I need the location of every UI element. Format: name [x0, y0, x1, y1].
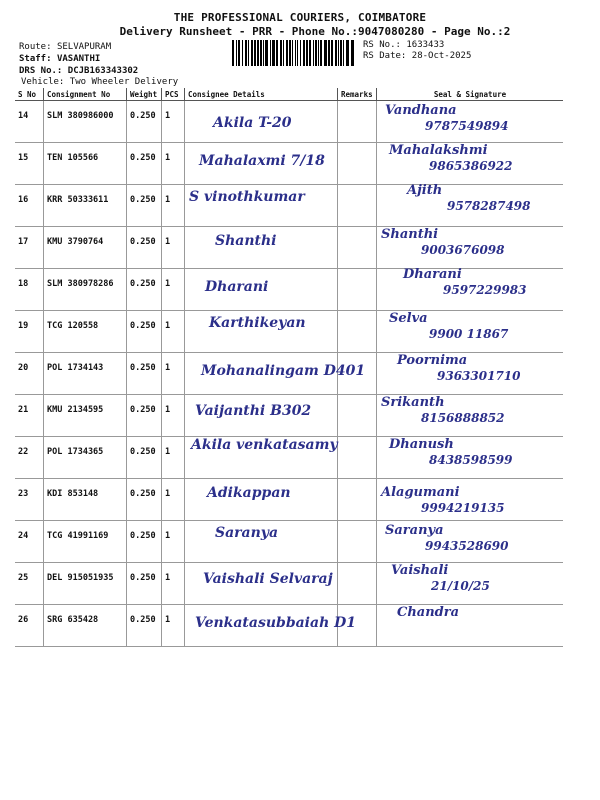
consignee-handwriting: Venkatasubbaiah D1: [195, 615, 357, 631]
cell-signature: [377, 395, 564, 437]
cell-signature: [377, 437, 564, 479]
phone-handwriting: 9363301710: [437, 369, 521, 383]
barcode-bar: [263, 40, 264, 66]
col-seal-signature: Seal & Signature: [377, 88, 564, 101]
signature-handwriting: Poornima: [397, 353, 468, 368]
cell-signature: [377, 521, 564, 563]
cell-consignee: [185, 185, 338, 227]
cell-weight: 0.250: [127, 143, 162, 185]
barcode-bar: [320, 40, 322, 66]
cell-pcs: 1: [162, 227, 185, 269]
staff-value: VASANTHI: [56, 54, 101, 64]
col-remarks: Remarks: [338, 88, 377, 101]
cell-weight: 0.250: [127, 395, 162, 437]
cell-consignment-no: KMU 3790764: [44, 227, 127, 269]
signature-handwriting: Srikanth: [381, 395, 445, 410]
barcode-bar: [286, 40, 288, 66]
company-title: THE PROFESSIONAL COURIERS, COIMBATORE: [173, 11, 427, 24]
barcode-bar: [300, 40, 301, 66]
table-row: [15, 437, 563, 479]
signature-handwriting: Saranya: [385, 523, 444, 538]
col-sno: S No: [15, 88, 44, 101]
cell-consignment-no: TCG 41991169: [44, 521, 127, 563]
barcode-bar: [309, 40, 311, 66]
staff-line: Staff: VASANTHI: [19, 54, 101, 64]
cell-signature: [377, 185, 564, 227]
cell-sno: 20: [15, 353, 44, 395]
barcode-bar: [257, 40, 259, 66]
vehicle-value: Two Wheeler Delivery: [69, 77, 179, 87]
barcode-bar: [270, 40, 271, 66]
consignee-handwriting: Akila T-20: [213, 115, 292, 131]
phone-handwriting: 9787549894: [425, 119, 509, 133]
barcode-bar: [248, 40, 249, 66]
rs-date: 28-Oct-2025: [411, 51, 472, 61]
cell-consignment-no: TCG 120558: [44, 311, 127, 353]
cell-pcs: 1: [162, 143, 185, 185]
cell-sno: 15: [15, 143, 44, 185]
phone-handwriting: 9578287498: [447, 199, 531, 213]
cell-remarks: [338, 101, 377, 143]
cell-signature: [377, 479, 564, 521]
cell-remarks: [338, 269, 377, 311]
table-row: [15, 311, 563, 353]
barcode-bar: [328, 40, 330, 66]
barcode-bar: [245, 40, 247, 66]
route-value: SELVAPURAM: [56, 42, 112, 52]
cell-remarks: [338, 521, 377, 563]
cell-sno: 23: [15, 479, 44, 521]
cell-weight: 0.250: [127, 479, 162, 521]
phone-handwriting: 21/10/25: [431, 579, 490, 593]
cell-weight: 0.250: [127, 437, 162, 479]
cell-consignment-no: TEN 105566: [44, 143, 127, 185]
table-row: [15, 563, 563, 605]
cell-signature: [377, 353, 564, 395]
cell-sno: 25: [15, 563, 44, 605]
cell-pcs: 1: [162, 311, 185, 353]
cell-consignee: [185, 479, 338, 521]
consignee-handwriting: Vaishali Selvaraj: [203, 571, 333, 587]
barcode-bar: [338, 40, 339, 66]
rs-date-line: RS Date: 28-Oct-2025: [363, 51, 472, 61]
barcode-bar: [292, 40, 293, 66]
cell-consignment-no: SRG 635428: [44, 605, 127, 647]
phone-handwriting: 9597229983: [443, 283, 527, 297]
col-consignee: Consignee Details: [185, 88, 338, 101]
table-row: [15, 227, 563, 269]
cell-consignee: [185, 101, 338, 143]
phone-handwriting: 9943528690: [425, 539, 509, 553]
cell-pcs: 1: [162, 605, 185, 647]
cell-consignee: [185, 605, 357, 647]
consignee-handwriting: Vaijanthi B302: [195, 403, 312, 419]
cell-sno: 17: [15, 227, 44, 269]
cell-weight: 0.250: [127, 353, 162, 395]
barcode-bar: [351, 40, 354, 66]
barcode-bar: [265, 40, 268, 66]
cell-pcs: 1: [162, 395, 185, 437]
cell-pcs: 1: [162, 479, 185, 521]
barcode-bar: [315, 40, 317, 66]
barcode-bar: [276, 40, 278, 66]
phone-handwriting: 9003676098: [421, 243, 505, 257]
cell-consignment-no: KDI 853148: [44, 479, 127, 521]
signature-handwriting: Vandhana: [385, 103, 457, 118]
cell-sno: 18: [15, 269, 44, 311]
cell-consignee: [185, 353, 366, 395]
barcode-bar: [306, 40, 308, 66]
signature-handwriting: Dhanush: [389, 437, 454, 452]
barcode-bar: [295, 40, 296, 66]
cell-remarks: [338, 479, 377, 521]
runsheet-subtitle: Delivery Runsheet - PRR - Phone No.:9047080280 - Page No.:2: [119, 25, 511, 38]
cell-consignment-no: SLM 380986000: [44, 101, 127, 143]
signature-handwriting: Vaishali: [391, 563, 449, 578]
barcode-bar: [346, 40, 349, 66]
cell-consignee: [185, 143, 338, 185]
cell-signature: [377, 227, 564, 269]
cell-weight: 0.250: [127, 521, 162, 563]
rs-number-line: RS No.: 1633433: [363, 40, 445, 50]
cell-remarks: [338, 185, 377, 227]
barcode-bar: [272, 40, 275, 66]
cell-consignee: [185, 395, 338, 437]
cell-consignment-no: DEL 915051935: [44, 563, 127, 605]
barcode-bar: [280, 40, 282, 66]
consignee-handwriting: Shanthi: [215, 233, 277, 249]
col-weight: Weight: [127, 88, 162, 101]
table-row: [15, 521, 563, 563]
drs-value: DCJB163343302: [67, 66, 139, 76]
cell-sno: 26: [15, 605, 44, 647]
cell-consignee: [185, 311, 338, 353]
barcode-bar: [242, 40, 243, 66]
signature-handwriting: Shanthi: [381, 227, 439, 242]
signature-handwriting: Chandra: [397, 605, 460, 620]
col-pcs: PCS: [162, 88, 185, 101]
barcode-bar: [335, 40, 337, 66]
table-row: [15, 395, 563, 437]
cell-weight: 0.250: [127, 311, 162, 353]
barcode-bar: [297, 40, 298, 66]
phone-handwriting: 8438598599: [429, 453, 513, 467]
cell-signature: [377, 605, 564, 647]
barcode-bar: [303, 40, 305, 66]
cell-remarks: [338, 227, 377, 269]
drs-line: DRS No.: DCJB163343302: [19, 66, 139, 76]
table-row: [15, 479, 563, 521]
cell-pcs: 1: [162, 269, 185, 311]
signature-handwriting: Dharani: [403, 267, 462, 282]
signature-handwriting: Ajith: [407, 183, 443, 198]
col-consignment: Consignment No: [44, 88, 127, 101]
cell-consignee: [185, 521, 338, 563]
signature-handwriting: Selva: [389, 311, 428, 326]
cell-remarks: [338, 563, 377, 605]
cell-sno: 21: [15, 395, 44, 437]
barcode-bar: [236, 40, 237, 66]
consignee-handwriting: Karthikeyan: [209, 315, 306, 331]
table-row: [15, 605, 563, 647]
cell-pcs: 1: [162, 563, 185, 605]
cell-sno: 14: [15, 101, 44, 143]
cell-consignment-no: POL 1734143: [44, 353, 127, 395]
cell-consignment-no: KRR 50333611: [44, 185, 127, 227]
cell-pcs: 1: [162, 185, 185, 227]
cell-weight: 0.250: [127, 563, 162, 605]
barcode-bar: [313, 40, 314, 66]
consignee-handwriting: S vinothkumar: [189, 189, 305, 205]
table-row: [15, 101, 563, 143]
cell-sno: 19: [15, 311, 44, 353]
cell-consignee: [185, 227, 338, 269]
cell-consignee: [185, 437, 338, 479]
consignee-handwriting: Dharani: [205, 279, 269, 295]
cell-pcs: 1: [162, 101, 185, 143]
cell-pcs: 1: [162, 353, 185, 395]
cell-remarks: [338, 143, 377, 185]
rs-number: 1633433: [406, 40, 445, 50]
barcode-bar: [331, 40, 333, 66]
cell-signature: [377, 269, 564, 311]
table-header-row: [15, 88, 563, 101]
barcode-bar: [343, 40, 344, 66]
cell-consignment-no: KMU 2134595: [44, 395, 127, 437]
consignee-handwriting: Mahalaxmi 7/18: [199, 153, 325, 169]
barcode-bar: [260, 40, 262, 66]
cell-signature: [377, 563, 564, 605]
runsheet-table: [15, 88, 563, 647]
table-row: [15, 269, 563, 311]
signature-handwriting: Alagumani: [381, 485, 460, 500]
barcode-bar: [232, 40, 234, 66]
barcode-image: [232, 40, 358, 66]
table-row: [15, 353, 563, 395]
table-row: [15, 143, 563, 185]
phone-handwriting: 8156888852: [421, 411, 505, 425]
cell-pcs: 1: [162, 521, 185, 563]
barcode-bar: [283, 40, 284, 66]
barcode-bar: [289, 40, 291, 66]
cell-remarks: [338, 311, 377, 353]
consignee-handwriting: Saranya: [215, 525, 279, 541]
cell-signature: [377, 143, 564, 185]
cell-weight: 0.250: [127, 101, 162, 143]
cell-remarks: [338, 395, 377, 437]
cell-remarks: [338, 437, 377, 479]
barcode-bar: [251, 40, 253, 66]
consignee-handwriting: Akila venkatasamy: [191, 437, 338, 453]
cell-signature: [377, 311, 564, 353]
signature-handwriting: Mahalakshmi: [389, 143, 488, 158]
cell-weight: 0.250: [127, 185, 162, 227]
cell-sno: 22: [15, 437, 44, 479]
barcode-bar: [324, 40, 327, 66]
route-line: Route: SELVAPURAM: [19, 42, 112, 52]
vehicle-line: Vehicle: Two Wheeler Delivery: [21, 77, 179, 87]
phone-handwriting: 9865386922: [429, 159, 513, 173]
barcode-bar: [254, 40, 256, 66]
cell-consignee: [185, 269, 338, 311]
cell-weight: 0.250: [127, 269, 162, 311]
cell-signature: [377, 101, 564, 143]
consignee-handwriting: Mohanalingam D401: [201, 363, 366, 379]
barcode-bar: [340, 40, 342, 66]
cell-consignment-no: SLM 380978286: [44, 269, 127, 311]
cell-weight: 0.250: [127, 227, 162, 269]
cell-sno: 24: [15, 521, 44, 563]
barcode-bar: [318, 40, 319, 66]
cell-sno: 16: [15, 185, 44, 227]
cell-consignee: [185, 563, 338, 605]
barcode-bar: [238, 40, 240, 66]
cell-pcs: 1: [162, 437, 185, 479]
phone-handwriting: 9900 11867: [429, 327, 509, 341]
cell-weight: 0.250: [127, 605, 162, 647]
consignee-handwriting: Adikappan: [207, 485, 291, 501]
cell-consignment-no: POL 1734365: [44, 437, 127, 479]
table-row: [15, 185, 563, 227]
phone-handwriting: 9994219135: [421, 501, 505, 515]
